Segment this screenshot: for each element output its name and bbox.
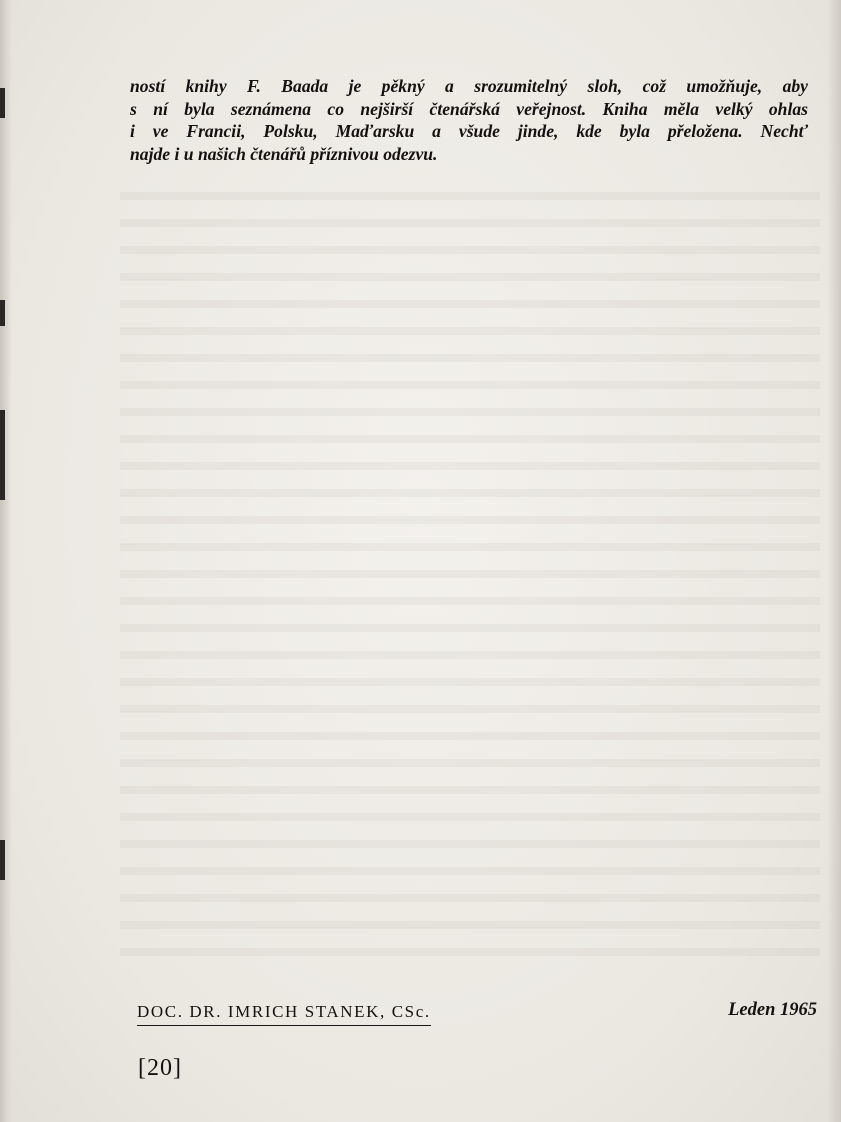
page-number: [20] xyxy=(138,1055,182,1081)
spine-mark xyxy=(0,840,5,880)
spine-mark xyxy=(0,88,5,118)
page-edge-shadow xyxy=(827,0,841,1122)
body-line: najde i u našich čtenářů příznivou odezvu. xyxy=(130,143,438,164)
body-paragraph xyxy=(130,75,808,165)
body-line: ností knihy F. Baada je pěkný a srozumitelný sloh, což umožňuje, aby xyxy=(130,76,808,96)
author-signature: DOC. DR. IMRICH STANEK, CSc. xyxy=(137,1002,431,1026)
book-spine-shadow xyxy=(0,0,12,1122)
body-line: s ní byla seznámena co nejširší čtenářská veřejnost. Kniha měla velký ohlas xyxy=(130,98,808,119)
spine-mark xyxy=(0,410,5,500)
reverse-side-show-through xyxy=(120,178,820,958)
signature-date: Leden 1965 xyxy=(728,1000,817,1020)
body-line: i ve Francii, Polsku, Maďarsku a všude jinde, kde byla přeložena. Nechť xyxy=(130,121,808,141)
spine-mark xyxy=(0,300,5,326)
